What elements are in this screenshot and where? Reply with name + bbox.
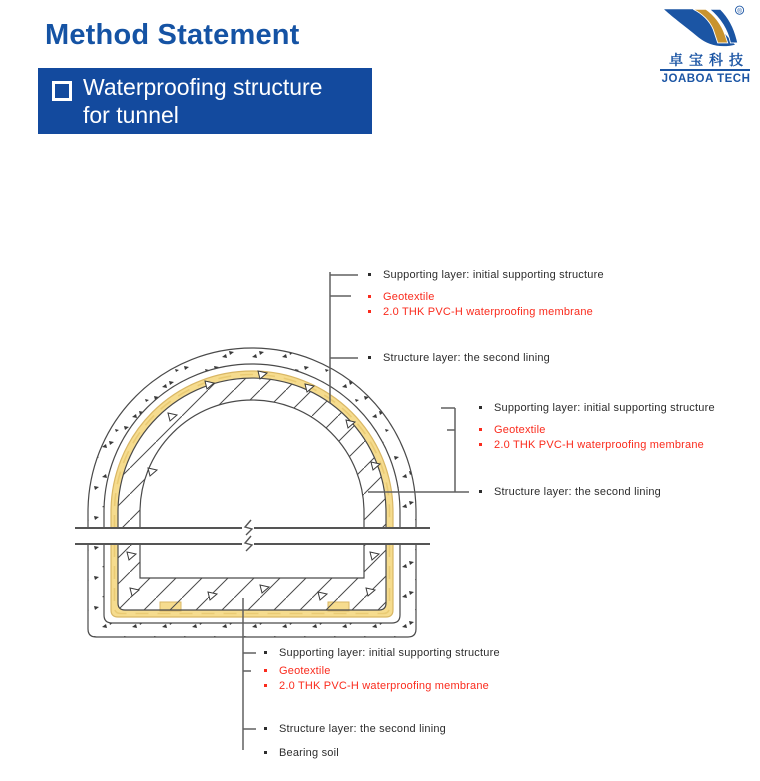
bullet-icon [479,490,482,493]
bullet-icon [264,751,267,754]
annotation-row [264,722,446,736]
annotation-row [479,485,661,499]
annotation-row [368,290,435,304]
banner-line1: Waterproofing structure [83,74,323,100]
bullet-icon [479,428,482,431]
annotation-label: Supporting layer: initial supporting structure [383,269,604,281]
annotation-row [368,351,550,365]
annotation-row [479,401,715,415]
bullet-icon [368,310,371,313]
annotation-label: 2.0 THK PVC-H waterproofing membrane [383,306,593,318]
bullet-icon [368,295,371,298]
annotation-label: Bearing soil [279,747,339,759]
logo-latin-name: JOABOA TECH [661,73,751,85]
annotation-label: Structure layer: the second lining [383,352,550,364]
annotation-row [264,746,339,760]
annotation-label: Structure layer: the second lining [494,486,661,498]
annotation-row [264,646,500,660]
annotation-label: Supporting layer: initial supporting structure [494,402,715,414]
annotation-label: 2.0 THK PVC-H waterproofing membrane [279,680,489,692]
annotation-label: Geotextile [383,291,435,303]
annotation-label: Supporting layer: initial supporting structure [279,647,500,659]
annotation-row [479,438,704,452]
annotation-label: 2.0 THK PVC-H waterproofing membrane [494,439,704,451]
logo-chinese-name: 卓宝科技 [669,52,749,68]
bullet-icon [479,443,482,446]
bullet-icon [368,273,371,276]
annotation-label: Geotextile [279,665,331,677]
annotation-row [368,305,593,319]
bullet-icon [264,727,267,730]
annotation-label: Geotextile [494,424,546,436]
banner-line2: for tunnel [83,102,179,128]
annotation-row [368,268,604,282]
bullet-icon [264,651,267,654]
registered-mark: ® [737,7,742,15]
bullet-icon [264,669,267,672]
page-title: Method Statement [45,19,300,51]
annotation-row [479,423,546,437]
bullet-icon [264,684,267,687]
bullet-icon [368,356,371,359]
second-lining-invert [118,544,386,610]
annotation-label: Structure layer: the second lining [279,723,446,735]
annotation-row [264,664,331,678]
bullet-icon [479,406,482,409]
annotation-row [264,679,489,693]
